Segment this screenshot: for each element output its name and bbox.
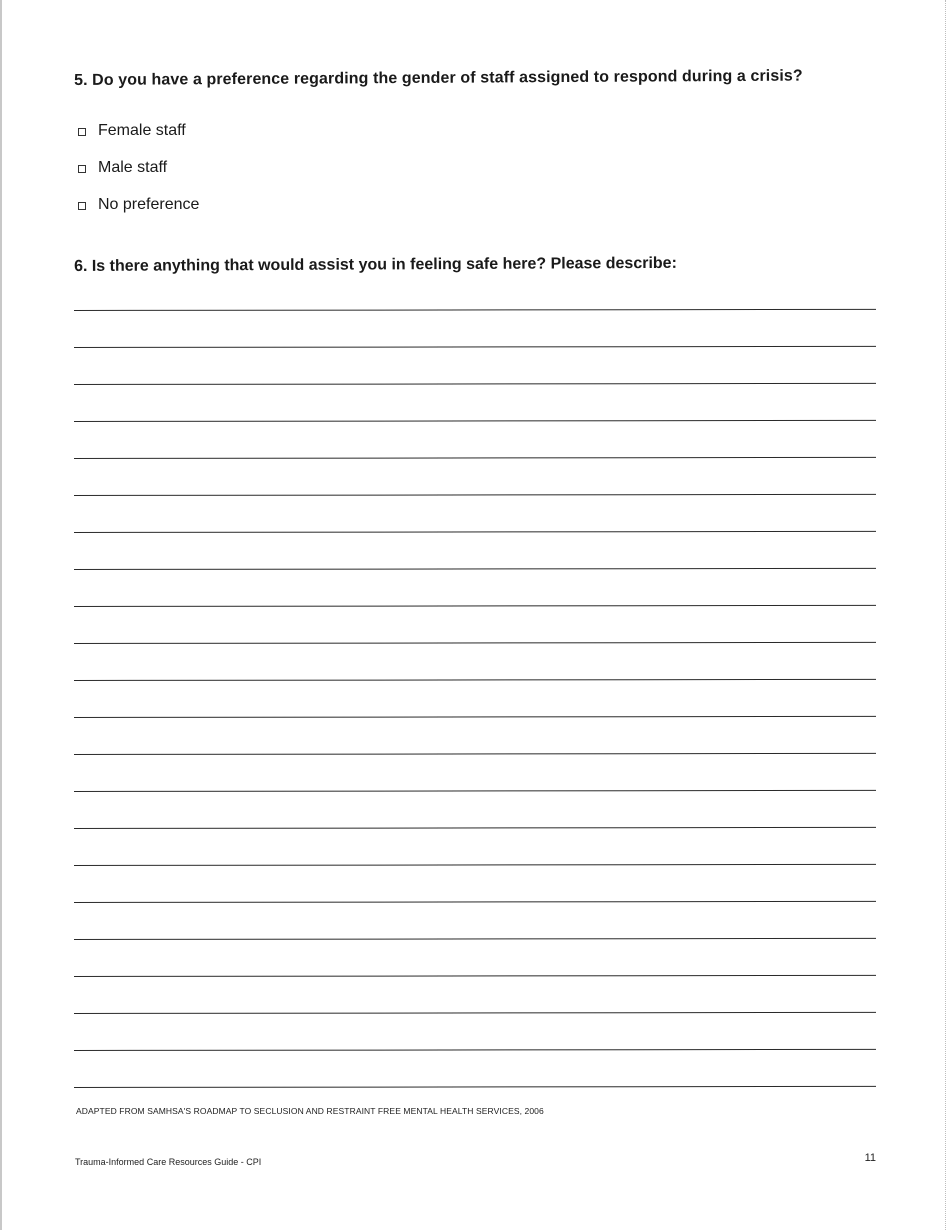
answer-line[interactable] [74,1012,876,1014]
question-5-options [78,112,199,223]
answer-line[interactable] [74,716,876,718]
page-edge [945,0,950,1230]
answer-line[interactable] [74,383,876,385]
answer-line[interactable] [74,309,876,311]
option-label: Female staff [98,121,186,139]
source-note: ADAPTED FROM SAMHSA'S ROADMAP TO SECLUSION AND RESTRAINT FREE MENTAL HEALTH SERVICES, 2006 [76,1106,544,1116]
option-male-staff[interactable] [78,149,199,186]
option-no-preference[interactable] [78,186,199,223]
checkbox-icon[interactable] [78,128,86,136]
option-label: Male staff [98,158,168,176]
answer-line[interactable] [74,901,876,903]
answer-line[interactable] [74,790,876,792]
answer-line[interactable] [74,1049,876,1051]
answer-line[interactable] [74,494,876,496]
answer-line[interactable] [74,605,876,607]
answer-line[interactable] [74,827,876,829]
answer-line[interactable] [74,975,876,977]
option-female-staff[interactable] [78,112,199,149]
checkbox-icon[interactable] [78,165,86,173]
answer-line[interactable] [74,1086,876,1088]
answer-line[interactable] [74,938,876,940]
question-6-heading: 6. Is there anything that would assist you in feeling safe here? Please describe: [74,254,677,275]
checkbox-icon[interactable] [78,202,86,210]
footer-guide-title: Trauma-Informed Care Resources Guide - CPI [75,1157,262,1167]
answer-line[interactable] [74,346,876,348]
answer-line[interactable] [74,864,876,866]
answer-line[interactable] [74,679,876,681]
page-number: 11 [864,1152,876,1164]
option-label: No preference [98,195,200,213]
answer-line[interactable] [74,420,876,422]
answer-line[interactable] [74,753,876,755]
answer-line[interactable] [74,457,876,459]
question-5-heading: 5. Do you have a preference regarding the gender of staff assigned to respond during a crisis? [74,67,803,89]
answer-line[interactable] [74,642,876,644]
answer-line[interactable] [74,531,876,533]
answer-line[interactable] [74,568,876,570]
